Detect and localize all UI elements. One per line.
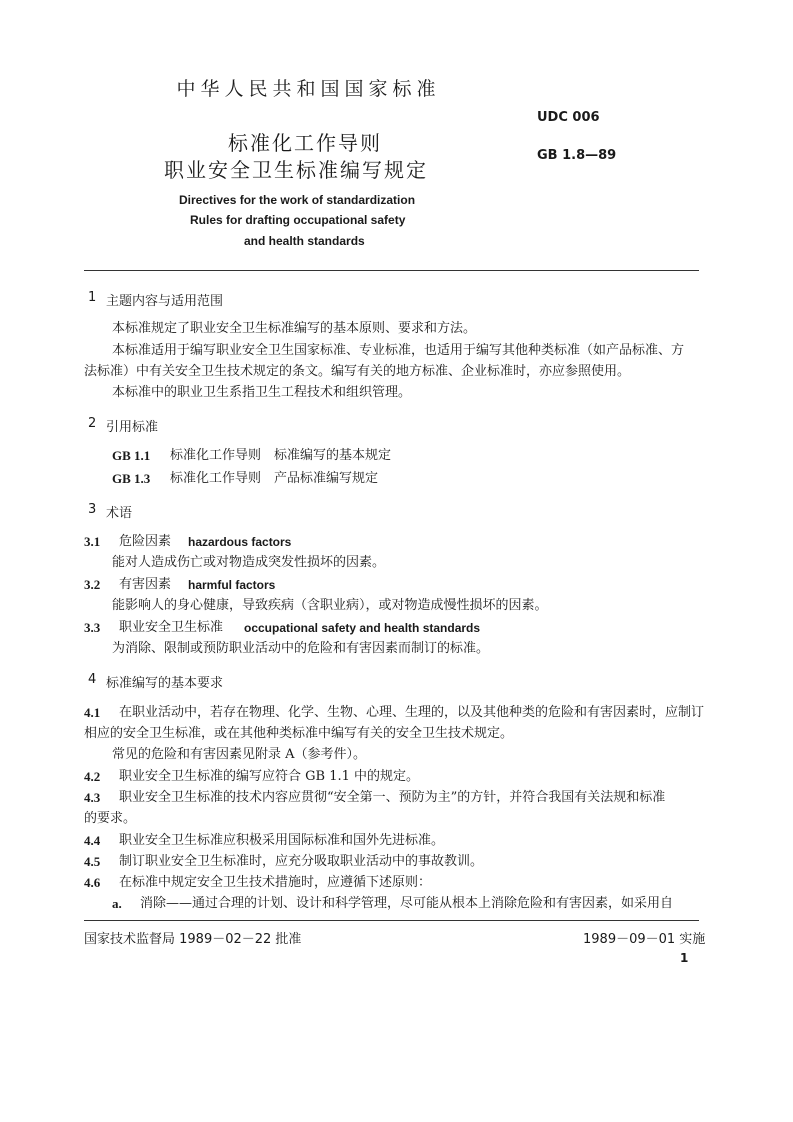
effective-date: 1989－09－01 实施	[583, 932, 706, 947]
udc-code: UDC 006	[537, 110, 600, 125]
section-2-heading: 引用标准	[106, 420, 159, 435]
english-title-line1: Directives for the work of standardization	[179, 193, 416, 207]
section-3-number: 3	[88, 502, 97, 517]
clause-4-1-number: 4.1	[84, 705, 101, 720]
term-chinese: 有害因素	[119, 577, 172, 592]
clause-4-2-number: 4.2	[84, 769, 101, 784]
footer-divider	[84, 920, 699, 921]
item-a-text: 消除——通过合理的计划、设计和科学管理，尽可能从根本上消除危险和有害因素，如采用自	[140, 896, 674, 911]
section-4-number: 4	[88, 672, 97, 687]
term-english: harmful factors	[188, 578, 276, 592]
clause-4-2-text: 职业安全卫生标准的编写应符合 GB 1.1 中的规定。	[119, 769, 420, 784]
term-definition: 能影响人的身心健康，导致疾病（含职业病），或对物造成慢性损坏的因素。	[112, 598, 548, 613]
clause-4-1-line-3: 常见的危险和有害因素见附录 A（参考件）。	[112, 747, 367, 762]
section-1-para-1: 本标准规定了职业安全卫生标准编写的基本原则、要求和方法。	[112, 321, 477, 336]
term-number: 3.1	[84, 534, 101, 549]
term-english: occupational safety and health standards	[244, 621, 481, 635]
clause-4-6-number: 4.6	[84, 875, 101, 890]
clause-4-5-number: 4.5	[84, 854, 101, 869]
clause-4-4-number: 4.4	[84, 833, 101, 848]
clause-4-3-line-2: 的要求。	[84, 811, 137, 826]
section-3-heading: 术语	[106, 506, 133, 521]
clause-4-4-text: 职业安全卫生标准应积极采用国际标准和国外先进标准。	[119, 833, 445, 848]
clause-4-1-line-2: 相应的安全卫生标准，或在其他种类标准中编写有关的安全卫生技术规定。	[84, 726, 514, 741]
clause-4-6-text: 在标准中规定安全卫生技术措施时，应遵循下述原则：	[119, 875, 432, 890]
section-4-heading: 标准编写的基本要求	[106, 676, 224, 691]
reference-code: GB 1.1	[112, 448, 151, 463]
clause-4-1-line-1: 在职业活动中，若存在物理、化学、生物、心理、生理的，以及其他种类的危险和有害因素时，应制订	[119, 705, 705, 720]
term-chinese: 危险因素	[119, 534, 172, 549]
clause-4-3-line-1: 职业安全卫生标准的技术内容应贯彻“安全第一、预防为主”的方针，并符合我国有关法规和标准	[119, 790, 666, 805]
section-1-heading: 主题内容与适用范围	[106, 294, 224, 309]
page-number: 1	[680, 951, 689, 965]
reference-code: GB 1.3	[112, 471, 151, 486]
section-2-number: 2	[88, 416, 97, 431]
issuing-authority: 中华人民共和国国家标准	[176, 78, 441, 100]
approval-note: 国家技术监督局 1989－02－22 批准	[84, 932, 302, 947]
reference-title: 标准化工作导则 产品标准编写规定	[170, 471, 379, 486]
english-title-line3: and health standards	[244, 234, 365, 248]
section-1-para-2-line-2: 法标准）中有关安全卫生技术规定的条文。编写有关的地方标准、企业标准时，亦应参照使用。	[84, 364, 631, 379]
reference-title: 标准化工作导则 标准编写的基本规定	[170, 448, 392, 463]
section-1-number: 1	[88, 290, 97, 305]
clause-4-5-text: 制订职业安全卫生标准时，应充分吸取职业活动中的事故教训。	[119, 854, 484, 869]
document-title-line2: 职业安全卫生标准编写规定	[164, 158, 428, 182]
gb-code: GB 1.8—89	[537, 148, 617, 163]
term-definition: 能对人造成伤亡或对物造成突发性损坏的因素。	[112, 555, 386, 570]
term-number: 3.3	[84, 620, 101, 635]
document-title-line1: 标准化工作导则	[228, 131, 382, 155]
section-1-para-3: 本标准中的职业卫生系指卫生工程技术和组织管理。	[112, 385, 412, 400]
clause-4-3-number: 4.3	[84, 790, 101, 805]
term-chinese: 职业安全卫生标准	[119, 620, 224, 635]
item-a-label: a.	[112, 896, 122, 911]
term-number: 3.2	[84, 577, 101, 592]
term-english: hazardous factors	[188, 535, 292, 549]
term-definition: 为消除、限制或预防职业活动中的危险和有害因素而制订的标准。	[112, 641, 490, 656]
header-divider	[84, 270, 699, 271]
section-1-para-2-line-1: 本标准适用于编写职业安全卫生国家标准、专业标准，也适用于编写其他种类标准（如产品标准、方	[112, 343, 685, 358]
english-title-line2: Rules for drafting occupational safety	[190, 213, 406, 227]
